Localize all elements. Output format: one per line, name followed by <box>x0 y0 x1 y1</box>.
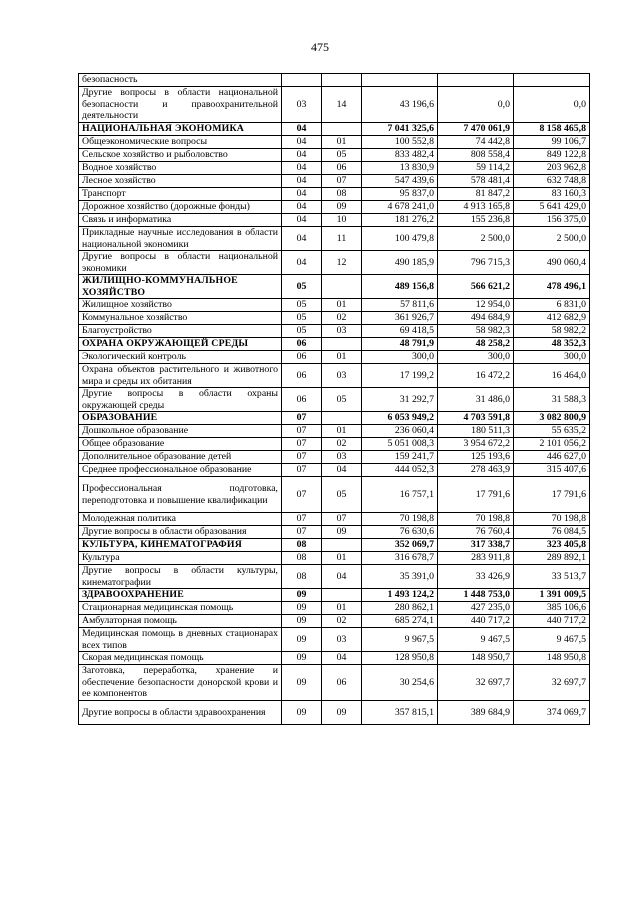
amount-year-2: 59 114,2 <box>438 162 514 175</box>
amount-year-2 <box>438 74 514 87</box>
subsection-code: 01 <box>322 136 362 149</box>
section-code: 07 <box>282 451 322 464</box>
row-name: Дорожное хозяйство (дорожные фонды) <box>79 201 282 214</box>
subsection-code <box>322 74 362 87</box>
section-code: 08 <box>282 552 322 565</box>
amount-year-1: 316 678,7 <box>362 552 438 565</box>
subsection-code: 10 <box>322 214 362 227</box>
section-code: 05 <box>282 275 322 299</box>
amount-year-3: 323 405,8 <box>514 539 590 552</box>
section-row <box>79 539 590 552</box>
amount-year-2: 317 338,7 <box>438 539 514 552</box>
amount-year-3: 1 391 009,5 <box>514 589 590 602</box>
row-name: ОБРАЗОВАНИЕ <box>79 412 282 425</box>
row-name: Стационарная медицинская помощь <box>79 602 282 615</box>
amount-year-1: 9 967,5 <box>362 628 438 652</box>
amount-year-1: 833 482,4 <box>362 149 438 162</box>
table-row <box>79 325 590 338</box>
amount-year-2: 58 982,3 <box>438 325 514 338</box>
amount-year-2: 17 791,6 <box>438 477 514 513</box>
table-row <box>79 74 590 87</box>
row-name: Другие вопросы в области образования <box>79 526 282 539</box>
row-name: Связь и информатика <box>79 214 282 227</box>
amount-year-1: 361 926,7 <box>362 312 438 325</box>
row-name: Другие вопросы в области здравоохранения <box>79 701 282 725</box>
subsection-code: 01 <box>322 602 362 615</box>
amount-year-3: 156 375,0 <box>514 214 590 227</box>
table-row <box>79 615 590 628</box>
amount-year-3: 83 160,3 <box>514 188 590 201</box>
amount-year-1: 57 811,6 <box>362 299 438 312</box>
subsection-code: 01 <box>322 552 362 565</box>
amount-year-1: 4 678 241,0 <box>362 201 438 214</box>
amount-year-2: 0,0 <box>438 87 514 123</box>
amount-year-2: 389 684,9 <box>438 701 514 725</box>
subsection-code: 14 <box>322 87 362 123</box>
amount-year-2: 578 481,4 <box>438 175 514 188</box>
amount-year-2: 33 426,9 <box>438 565 514 589</box>
section-code: 04 <box>282 175 322 188</box>
table-row <box>79 464 590 477</box>
amount-year-2: 76 760,4 <box>438 526 514 539</box>
amount-year-1: 5 051 008,3 <box>362 438 438 451</box>
section-row <box>79 589 590 602</box>
row-name: Другие вопросы в области культуры, кинематографии <box>79 565 282 589</box>
subsection-code: 01 <box>322 351 362 364</box>
amount-year-3: 33 513,7 <box>514 565 590 589</box>
row-name: Прикладные научные исследования в области национальной экономики <box>79 227 282 251</box>
section-code: 03 <box>282 87 322 123</box>
amount-year-3: 99 106,7 <box>514 136 590 149</box>
row-name: КУЛЬТУРА, КИНЕМАТОГРАФИЯ <box>79 539 282 552</box>
table-row <box>79 513 590 526</box>
amount-year-3: 9 467,5 <box>514 628 590 652</box>
row-name: Водное хозяйство <box>79 162 282 175</box>
row-name: Охрана объектов растительного и животного мира и среды их обитания <box>79 364 282 388</box>
amount-year-3: 70 198,8 <box>514 513 590 526</box>
amount-year-3: 48 352,3 <box>514 338 590 351</box>
amount-year-3: 3 082 800,9 <box>514 412 590 425</box>
amount-year-1: 159 241,7 <box>362 451 438 464</box>
subsection-code: 08 <box>322 188 362 201</box>
subsection-code: 04 <box>322 565 362 589</box>
table-row <box>79 602 590 615</box>
amount-year-3: 16 464,0 <box>514 364 590 388</box>
subsection-code: 05 <box>322 388 362 412</box>
amount-year-1: 6 053 949,2 <box>362 412 438 425</box>
amount-year-1: 100 552,8 <box>362 136 438 149</box>
row-name: Благоустройство <box>79 325 282 338</box>
row-name: Общеэкономические вопросы <box>79 136 282 149</box>
budget-table-body <box>79 74 590 725</box>
amount-year-2: 125 193,6 <box>438 451 514 464</box>
amount-year-3: 300,0 <box>514 351 590 364</box>
amount-year-2: 1 448 753,0 <box>438 589 514 602</box>
section-code: 09 <box>282 665 322 701</box>
amount-year-3: 55 635,2 <box>514 425 590 438</box>
amount-year-1: 444 052,3 <box>362 464 438 477</box>
row-name: Лесное хозяйство <box>79 175 282 188</box>
amount-year-1: 31 292,7 <box>362 388 438 412</box>
section-code: 09 <box>282 602 322 615</box>
subsection-code: 07 <box>322 175 362 188</box>
row-name: Амбулаторная помощь <box>79 615 282 628</box>
row-name: Культура <box>79 552 282 565</box>
row-name: ОХРАНА ОКРУЖАЮЩЕЙ СРЕДЫ <box>79 338 282 351</box>
row-name: Другие вопросы в области национальной безопасности и правоохранительной деятельности <box>79 87 282 123</box>
amount-year-2: 3 954 672,2 <box>438 438 514 451</box>
amount-year-2: 494 684,9 <box>438 312 514 325</box>
amount-year-1: 128 950,8 <box>362 652 438 665</box>
row-name: ЗДРАВООХРАНЕНИЕ <box>79 589 282 602</box>
amount-year-2: 48 258,2 <box>438 338 514 351</box>
subsection-code <box>322 123 362 136</box>
amount-year-1: 35 391,0 <box>362 565 438 589</box>
amount-year-2: 278 463,9 <box>438 464 514 477</box>
section-code: 04 <box>282 136 322 149</box>
table-row <box>79 425 590 438</box>
subsection-code: 03 <box>322 451 362 464</box>
table-row <box>79 312 590 325</box>
section-code: 06 <box>282 364 322 388</box>
amount-year-2: 808 558,4 <box>438 149 514 162</box>
section-code: 04 <box>282 123 322 136</box>
amount-year-3 <box>514 74 590 87</box>
section-row <box>79 412 590 425</box>
amount-year-2: 4 703 591,8 <box>438 412 514 425</box>
section-code: 09 <box>282 615 322 628</box>
table-row <box>79 388 590 412</box>
row-name: Другие вопросы в области охраны окружающей среды <box>79 388 282 412</box>
subsection-code: 11 <box>322 227 362 251</box>
table-row <box>79 364 590 388</box>
subsection-code: 01 <box>322 299 362 312</box>
section-code: 07 <box>282 477 322 513</box>
section-code: 05 <box>282 325 322 338</box>
table-row <box>79 201 590 214</box>
subsection-code: 07 <box>322 513 362 526</box>
amount-year-3: 58 982,2 <box>514 325 590 338</box>
subsection-code: 06 <box>322 162 362 175</box>
amount-year-2: 4 913 165,8 <box>438 201 514 214</box>
amount-year-3: 374 069,7 <box>514 701 590 725</box>
row-name: Скорая медицинская помощь <box>79 652 282 665</box>
section-code: 04 <box>282 214 322 227</box>
subsection-code: 09 <box>322 701 362 725</box>
table-row <box>79 665 590 701</box>
subsection-code <box>322 338 362 351</box>
amount-year-1: 1 493 124,2 <box>362 589 438 602</box>
amount-year-1: 490 185,9 <box>362 251 438 275</box>
amount-year-2: 148 950,7 <box>438 652 514 665</box>
row-name: Медицинская помощь в дневных стационарах всех типов <box>79 628 282 652</box>
row-name: Жилищное хозяйство <box>79 299 282 312</box>
amount-year-2: 180 511,3 <box>438 425 514 438</box>
subsection-code: 06 <box>322 665 362 701</box>
amount-year-2: 31 486,0 <box>438 388 514 412</box>
amount-year-2: 566 621,2 <box>438 275 514 299</box>
subsection-code: 04 <box>322 464 362 477</box>
section-code: 07 <box>282 425 322 438</box>
table-row <box>79 136 590 149</box>
amount-year-2: 427 235,0 <box>438 602 514 615</box>
table-row <box>79 188 590 201</box>
section-code: 07 <box>282 464 322 477</box>
amount-year-3: 0,0 <box>514 87 590 123</box>
section-code: 07 <box>282 412 322 425</box>
amount-year-1: 236 060,4 <box>362 425 438 438</box>
subsection-code <box>322 275 362 299</box>
amount-year-2: 155 236,8 <box>438 214 514 227</box>
subsection-code: 01 <box>322 425 362 438</box>
amount-year-3: 412 682,9 <box>514 312 590 325</box>
amount-year-3: 148 950,8 <box>514 652 590 665</box>
section-code: 09 <box>282 628 322 652</box>
amount-year-2: 440 717,2 <box>438 615 514 628</box>
section-code: 07 <box>282 526 322 539</box>
amount-year-2: 12 954,0 <box>438 299 514 312</box>
amount-year-3: 6 831,0 <box>514 299 590 312</box>
row-name: Экологический контроль <box>79 351 282 364</box>
amount-year-2: 70 198,8 <box>438 513 514 526</box>
amount-year-2: 9 467,5 <box>438 628 514 652</box>
table-row <box>79 351 590 364</box>
section-code: 06 <box>282 388 322 412</box>
amount-year-1: 685 274,1 <box>362 615 438 628</box>
section-code: 07 <box>282 438 322 451</box>
amount-year-1: 17 199,2 <box>362 364 438 388</box>
amount-year-2: 283 911,8 <box>438 552 514 565</box>
amount-year-1: 43 196,6 <box>362 87 438 123</box>
row-name: Транспорт <box>79 188 282 201</box>
table-row <box>79 652 590 665</box>
amount-year-3: 76 084,5 <box>514 526 590 539</box>
subsection-code: 02 <box>322 615 362 628</box>
amount-year-1: 489 156,8 <box>362 275 438 299</box>
table-row <box>79 628 590 652</box>
row-name: Сельское хозяйство и рыболовство <box>79 149 282 162</box>
row-name: Дополнительное образование детей <box>79 451 282 464</box>
row-name: Коммунальное хозяйство <box>79 312 282 325</box>
section-code: 04 <box>282 149 322 162</box>
budget-table <box>78 73 590 725</box>
amount-year-1: 13 830,9 <box>362 162 438 175</box>
table-row <box>79 175 590 188</box>
section-code: 05 <box>282 312 322 325</box>
amount-year-2: 2 500,0 <box>438 227 514 251</box>
row-name: Среднее профессиональное образование <box>79 464 282 477</box>
section-code: 09 <box>282 701 322 725</box>
amount-year-3: 289 892,1 <box>514 552 590 565</box>
subsection-code: 09 <box>322 201 362 214</box>
amount-year-3: 2 500,0 <box>514 227 590 251</box>
amount-year-3: 490 060,4 <box>514 251 590 275</box>
row-name: безопасность <box>79 74 282 87</box>
amount-year-1: 69 418,5 <box>362 325 438 338</box>
section-code: 06 <box>282 351 322 364</box>
amount-year-1: 48 791,9 <box>362 338 438 351</box>
section-code: 05 <box>282 299 322 312</box>
amount-year-2: 16 472,2 <box>438 364 514 388</box>
subsection-code <box>322 589 362 602</box>
subsection-code: 03 <box>322 364 362 388</box>
section-code <box>282 74 322 87</box>
table-row <box>79 552 590 565</box>
amount-year-2: 796 715,3 <box>438 251 514 275</box>
subsection-code: 05 <box>322 149 362 162</box>
amount-year-2: 7 470 061,9 <box>438 123 514 136</box>
table-row <box>79 149 590 162</box>
amount-year-3: 385 106,6 <box>514 602 590 615</box>
subsection-code: 03 <box>322 628 362 652</box>
amount-year-1: 181 276,2 <box>362 214 438 227</box>
amount-year-2: 81 847,2 <box>438 188 514 201</box>
amount-year-3: 8 158 465,8 <box>514 123 590 136</box>
amount-year-2: 32 697,7 <box>438 665 514 701</box>
row-name: ЖИЛИЩНО-КОММУНАЛЬНОЕ ХОЗЯЙСТВО <box>79 275 282 299</box>
amount-year-1: 300,0 <box>362 351 438 364</box>
subsection-code: 02 <box>322 312 362 325</box>
section-code: 04 <box>282 251 322 275</box>
section-row <box>79 275 590 299</box>
amount-year-3: 440 717,2 <box>514 615 590 628</box>
subsection-code: 12 <box>322 251 362 275</box>
amount-year-3: 2 101 056,2 <box>514 438 590 451</box>
amount-year-1: 95 837,0 <box>362 188 438 201</box>
subsection-code: 05 <box>322 477 362 513</box>
table-row <box>79 214 590 227</box>
amount-year-1: 30 254,6 <box>362 665 438 701</box>
amount-year-3: 31 588,3 <box>514 388 590 412</box>
amount-year-1 <box>362 74 438 87</box>
amount-year-1: 7 041 325,6 <box>362 123 438 136</box>
amount-year-3: 315 407,6 <box>514 464 590 477</box>
amount-year-1: 357 815,1 <box>362 701 438 725</box>
subsection-code <box>322 412 362 425</box>
section-code: 07 <box>282 513 322 526</box>
page-number: 475 <box>311 40 329 54</box>
section-code: 04 <box>282 162 322 175</box>
subsection-code: 02 <box>322 438 362 451</box>
amount-year-3: 32 697,7 <box>514 665 590 701</box>
table-row <box>79 251 590 275</box>
subsection-code <box>322 539 362 552</box>
table-row <box>79 565 590 589</box>
subsection-code: 03 <box>322 325 362 338</box>
section-row <box>79 338 590 351</box>
amount-year-3: 446 627,0 <box>514 451 590 464</box>
table-row <box>79 299 590 312</box>
section-row <box>79 123 590 136</box>
table-row <box>79 451 590 464</box>
amount-year-2: 74 442,8 <box>438 136 514 149</box>
amount-year-1: 76 630,6 <box>362 526 438 539</box>
row-name: Другие вопросы в области национальной экономики <box>79 251 282 275</box>
amount-year-1: 280 862,1 <box>362 602 438 615</box>
subsection-code: 09 <box>322 526 362 539</box>
amount-year-1: 16 757,1 <box>362 477 438 513</box>
section-code: 09 <box>282 652 322 665</box>
amount-year-3: 203 962,8 <box>514 162 590 175</box>
table-row <box>79 477 590 513</box>
section-code: 06 <box>282 338 322 351</box>
amount-year-3: 632 748,8 <box>514 175 590 188</box>
section-code: 09 <box>282 589 322 602</box>
section-code: 04 <box>282 201 322 214</box>
row-name: Молодежная политика <box>79 513 282 526</box>
amount-year-1: 547 439,6 <box>362 175 438 188</box>
amount-year-1: 70 198,8 <box>362 513 438 526</box>
amount-year-3: 5 641 429,0 <box>514 201 590 214</box>
amount-year-1: 100 479,8 <box>362 227 438 251</box>
table-row <box>79 526 590 539</box>
row-name: Дошкольное образование <box>79 425 282 438</box>
row-name: Профессиональная подготовка, переподготовка и повышение квалификации <box>79 477 282 513</box>
table-row <box>79 227 590 251</box>
section-code: 08 <box>282 539 322 552</box>
subsection-code: 04 <box>322 652 362 665</box>
section-code: 04 <box>282 227 322 251</box>
row-name: НАЦИОНАЛЬНАЯ ЭКОНОМИКА <box>79 123 282 136</box>
amount-year-3: 17 791,6 <box>514 477 590 513</box>
row-name: Общее образование <box>79 438 282 451</box>
amount-year-3: 478 496,1 <box>514 275 590 299</box>
table-row <box>79 162 590 175</box>
amount-year-3: 849 122,8 <box>514 149 590 162</box>
table-row <box>79 87 590 123</box>
amount-year-2: 300,0 <box>438 351 514 364</box>
table-row <box>79 701 590 725</box>
amount-year-1: 352 069,7 <box>362 539 438 552</box>
row-name: Заготовка, переработка, хранение и обеспечение безопасности донорской крови и ее компонентов <box>79 665 282 701</box>
table-row <box>79 438 590 451</box>
section-code: 08 <box>282 565 322 589</box>
section-code: 04 <box>282 188 322 201</box>
